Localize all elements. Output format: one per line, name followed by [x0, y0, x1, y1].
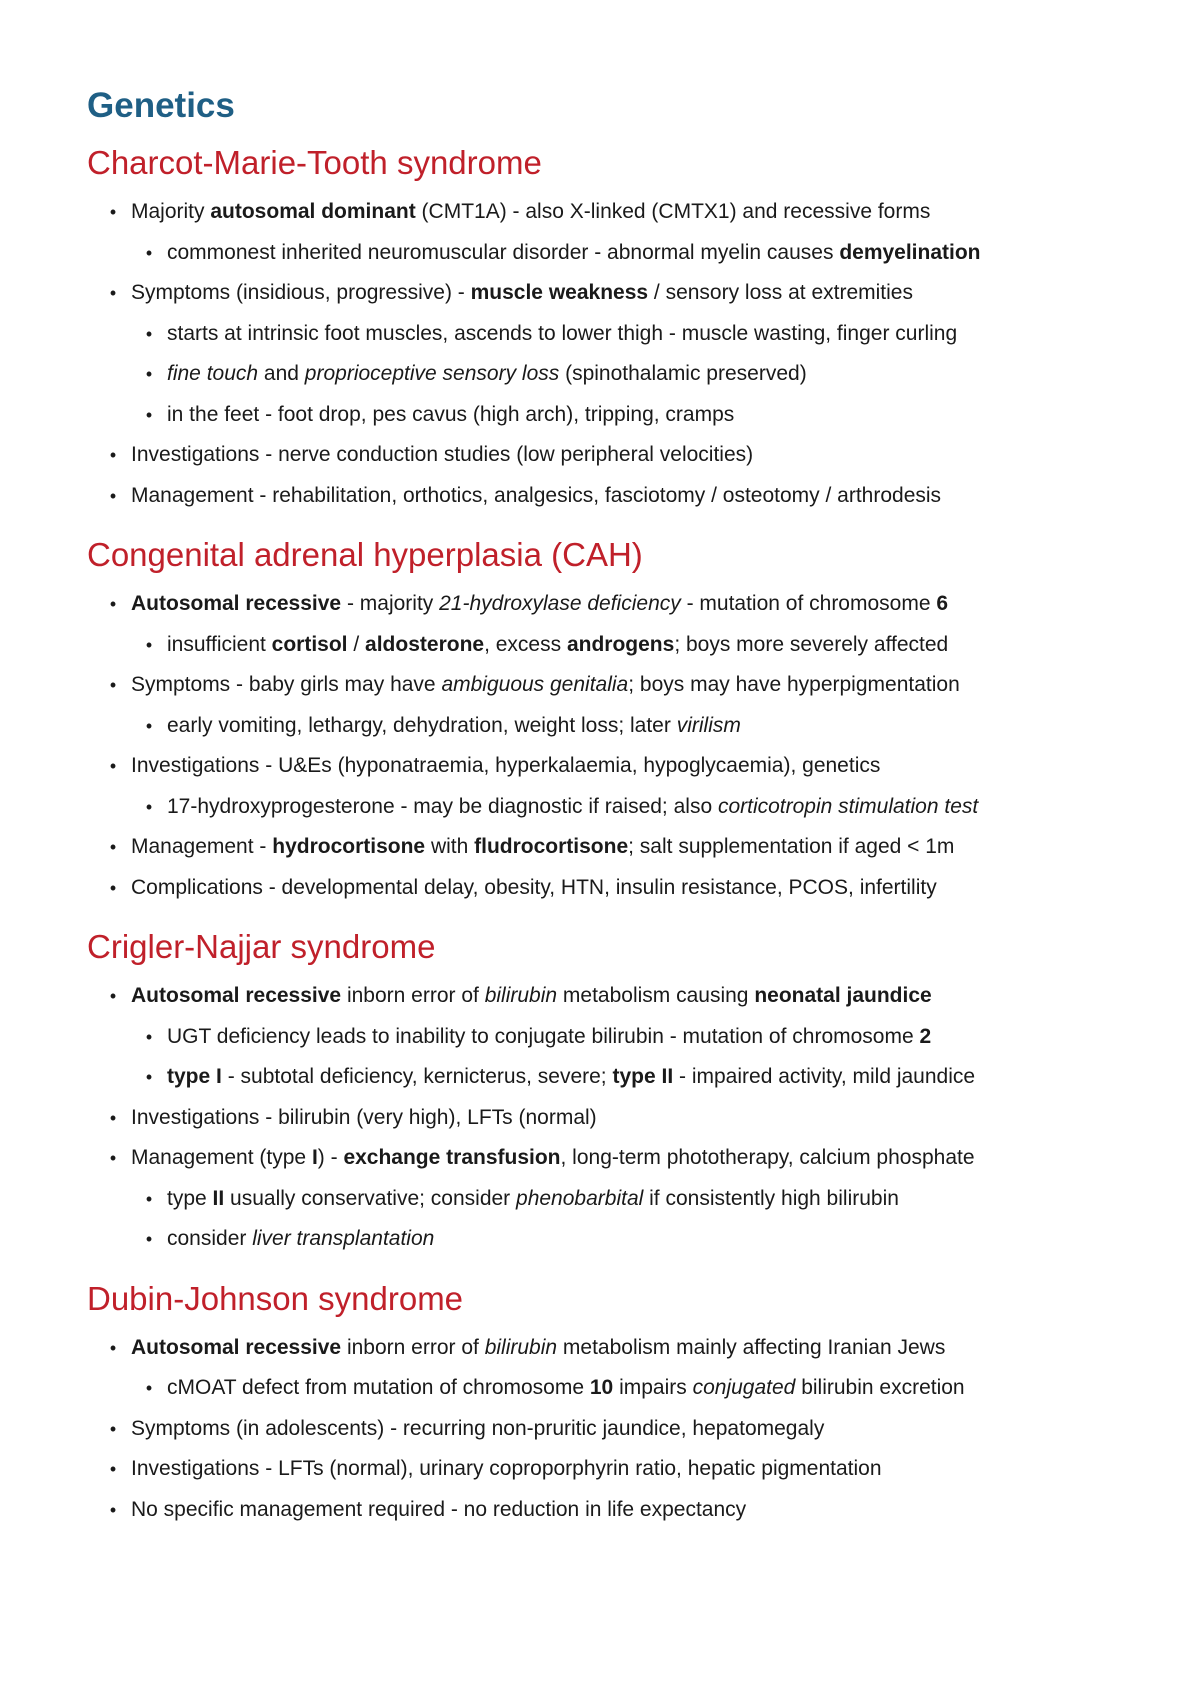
list-item — [87, 584, 1127, 665]
bullet-icon: • — [109, 485, 117, 506]
bold-text: Autosomal recessive — [131, 984, 342, 1007]
text-run: ; salt supplementation if aged < 1m — [628, 835, 955, 858]
text-run: Investigations - U&Es (hyponatraemia, hyperkalaemia, hypoglycaemia), genetics — [131, 754, 881, 777]
sub-bullet-list — [131, 706, 1127, 747]
bold-text: II — [212, 1186, 225, 1210]
text-run: Symptoms (insidious, progressive) - — [131, 281, 471, 304]
italic-text: conjugated — [692, 1376, 796, 1399]
text-run: insufficient — [167, 632, 272, 656]
text-run: (CMT1A) - also X-linked (CMTX1) and recessive forms — [415, 200, 931, 223]
text-run: type — [167, 1186, 213, 1210]
bold-text: type I — [167, 1065, 222, 1088]
text-run: Complications - developmental delay, obesity, HTN, insulin resistance, PCOS, infertility — [131, 875, 937, 899]
document-page — [87, 84, 1127, 1548]
bullet-icon: • — [145, 1188, 153, 1209]
list-item — [87, 435, 1127, 476]
bullet-icon: • — [109, 1499, 117, 1520]
list-item — [87, 1449, 1127, 1490]
sub-list-item — [131, 1179, 1127, 1220]
text-run: cMOAT defect from mutation of chromosome — [167, 1376, 590, 1399]
italic-text: proprioceptive sensory loss — [304, 362, 560, 385]
bold-text: hydrocortisone — [272, 835, 426, 858]
sub-bullet-list — [131, 233, 1127, 274]
text-run: No specific management required - no reduction in life expectancy — [131, 1497, 747, 1521]
bullet-icon: • — [109, 837, 117, 857]
text-run: consider — [167, 1227, 253, 1250]
bullet-icon: • — [145, 323, 153, 344]
bullet-icon: • — [145, 404, 153, 425]
text-run: / sensory loss at extremities — [648, 281, 913, 304]
bold-text: androgens — [566, 632, 675, 656]
sub-bullet-list — [131, 314, 1127, 436]
list-item — [87, 1490, 1127, 1531]
bullet-icon: • — [109, 594, 117, 614]
bullet-icon: • — [109, 986, 117, 1006]
bold-text: cortisol — [271, 632, 348, 656]
sub-bullet-list — [131, 1017, 1127, 1098]
italic-text: ambiguous genitalia — [441, 673, 629, 696]
text-run: in the feet - foot drop, pes cavus (high arch), tripping, cramps — [167, 402, 735, 426]
bullet-icon: • — [145, 1026, 153, 1047]
text-run: - subtotal deficiency, kernicterus, severe; — [221, 1065, 613, 1088]
sub-list-item — [131, 625, 1127, 666]
section-title: Crigler-Najjar syndrome — [87, 928, 436, 965]
list-item — [87, 1409, 1127, 1450]
text-run: , long-term phototherapy, calcium phosphate — [560, 1146, 975, 1169]
italic-text: fine touch — [167, 362, 259, 385]
text-run: Symptoms - baby girls may have — [131, 673, 442, 696]
list-item — [87, 1098, 1127, 1139]
sub-list-item — [131, 1017, 1127, 1058]
bullet-list — [87, 1328, 1127, 1531]
bold-text: muscle weakness — [470, 281, 649, 304]
bullet-icon: • — [145, 242, 153, 263]
text-run: / — [347, 632, 366, 656]
bullet-icon: • — [109, 1337, 117, 1358]
bold-text: 10 — [589, 1376, 614, 1399]
bullet-icon: • — [109, 1418, 117, 1439]
list-item — [87, 827, 1127, 868]
sections-container — [87, 142, 1127, 1530]
text-run: ; boys may have hyperpigmentation — [628, 673, 960, 696]
sub-bullet-list — [131, 1368, 1127, 1409]
text-run: starts at intrinsic foot muscles, ascends to lower thigh - muscle wasting, finger curling — [167, 321, 958, 345]
text-run: Investigations - bilirubin (very high), LFTs (normal) — [131, 1105, 597, 1129]
bold-text: aldosterone — [365, 632, 485, 656]
italic-text: bilirubin — [484, 1335, 558, 1359]
section-title: Congenital adrenal hyperplasia (CAH) — [87, 536, 643, 573]
text-run: Investigations - LFTs (normal), urinary coproporphyrin ratio, hepatic pigmentation — [131, 1457, 882, 1480]
list-item — [87, 868, 1127, 909]
text-run: Investigations - nerve conduction studies (low peripheral velocities) — [131, 443, 754, 466]
text-run: inborn error of — [341, 984, 485, 1007]
italic-text: bilirubin — [484, 984, 558, 1007]
text-run: (spinothalamic preserved) — [559, 362, 807, 385]
text-run: early vomiting, lethargy, dehydration, weight loss; later — [167, 713, 677, 737]
bold-text: Autosomal recessive — [131, 592, 342, 615]
bullet-icon: • — [145, 1378, 153, 1398]
bullet-icon: • — [109, 1107, 117, 1128]
text-run: and — [258, 362, 305, 385]
text-run: - mutation of chromosome — [680, 592, 937, 615]
bold-text: Autosomal recessive — [131, 1335, 342, 1359]
bullet-list — [87, 976, 1127, 1260]
sub-bullet-list — [131, 625, 1127, 666]
bullet-icon: • — [145, 715, 153, 736]
bold-text: exchange transfusion — [343, 1146, 561, 1169]
bullet-icon: • — [145, 796, 153, 817]
list-item — [87, 1328, 1127, 1409]
bold-text: fludrocortisone — [474, 835, 629, 858]
sub-list-item — [131, 1219, 1127, 1260]
text-run: metabolism mainly affecting Iranian Jews — [557, 1335, 946, 1359]
text-run: commonest inherited neuromuscular disorder - abnormal myelin causes — [167, 240, 840, 264]
text-run: Management (type — [131, 1146, 312, 1169]
text-run: - impaired activity, mild jaundice — [673, 1065, 976, 1088]
sub-list-item — [131, 787, 1127, 828]
text-run: Management - rehabilitation, orthotics, analgesics, fasciotomy / osteotomy / arthrodesis — [131, 483, 942, 507]
text-run: if consistently high bilirubin — [643, 1186, 899, 1210]
bullet-icon: • — [109, 756, 117, 776]
section-title: Dubin-Johnson syndrome — [87, 1279, 464, 1317]
sub-list-item — [131, 1057, 1127, 1098]
sub-list-item — [131, 233, 1127, 274]
sub-bullet-list — [131, 787, 1127, 828]
sub-bullet-list — [131, 1179, 1127, 1260]
text-run: UGT deficiency leads to inability to conjugate bilirubin - mutation of chromosome — [167, 1024, 920, 1048]
text-run: ) - — [317, 1146, 344, 1169]
list-item — [87, 192, 1127, 273]
bold-text: demyelination — [839, 240, 981, 264]
bullet-icon: • — [109, 1459, 117, 1479]
bullet-icon: • — [109, 283, 117, 303]
section-title: Charcot-Marie-Tooth syndrome — [87, 144, 542, 181]
list-item — [87, 273, 1127, 435]
italic-text: phenobarbital — [516, 1186, 644, 1210]
italic-text: liver transplantation — [252, 1227, 435, 1250]
text-run: 17-hydroxyprogesterone - may be diagnostic if raised; also — [167, 794, 718, 818]
bullet-icon: • — [145, 1229, 153, 1249]
bullet-list — [87, 584, 1127, 908]
sub-list-item — [131, 395, 1127, 436]
text-run: Majority — [131, 200, 211, 223]
text-run: Management - — [131, 835, 273, 858]
bold-text: neonatal jaundice — [754, 984, 932, 1007]
text-run: bilirubin excretion — [795, 1376, 965, 1399]
list-item — [87, 976, 1127, 1098]
italic-text: 21-hydroxylase deficiency — [439, 592, 681, 615]
text-run: - majority — [341, 592, 440, 615]
bullet-icon: • — [145, 1067, 153, 1087]
sub-list-item — [131, 706, 1127, 747]
list-item — [87, 476, 1127, 517]
italic-text: corticotropin stimulation test — [717, 794, 979, 818]
bullet-icon: • — [109, 202, 117, 222]
list-item — [87, 1138, 1127, 1260]
bullet-icon: • — [109, 877, 117, 898]
bullet-list — [87, 192, 1127, 516]
bold-text: I — [311, 1146, 318, 1169]
sub-list-item — [131, 354, 1127, 395]
page-title: Genetics — [87, 86, 235, 125]
bullet-icon: • — [145, 634, 153, 655]
text-run: usually conservative; consider — [224, 1186, 517, 1210]
text-run: ; boys more severely affected — [674, 632, 949, 656]
section — [87, 926, 1127, 1260]
section — [87, 142, 1127, 516]
text-run: metabolism causing — [557, 984, 755, 1007]
bold-text: type II — [612, 1065, 674, 1088]
bullet-icon: • — [109, 675, 117, 695]
list-item — [87, 665, 1127, 746]
list-item — [87, 746, 1127, 827]
bold-text: 2 — [919, 1024, 932, 1048]
bullet-icon: • — [145, 364, 153, 384]
sub-list-item — [131, 1368, 1127, 1409]
bold-text: autosomal dominant — [210, 200, 416, 223]
section — [87, 534, 1127, 908]
text-run: impairs — [613, 1376, 693, 1399]
section — [87, 1278, 1127, 1531]
text-run: , excess — [484, 632, 567, 656]
bullet-icon: • — [109, 445, 117, 465]
sub-list-item — [131, 314, 1127, 355]
bullet-icon: • — [109, 1148, 117, 1168]
text-run: with — [425, 835, 475, 858]
italic-text: virilism — [676, 713, 741, 737]
bold-text: 6 — [936, 592, 949, 615]
text-run: Symptoms (in adolescents) - recurring non-pruritic jaundice, hepatomegaly — [131, 1416, 825, 1440]
text-run: inborn error of — [341, 1335, 485, 1359]
